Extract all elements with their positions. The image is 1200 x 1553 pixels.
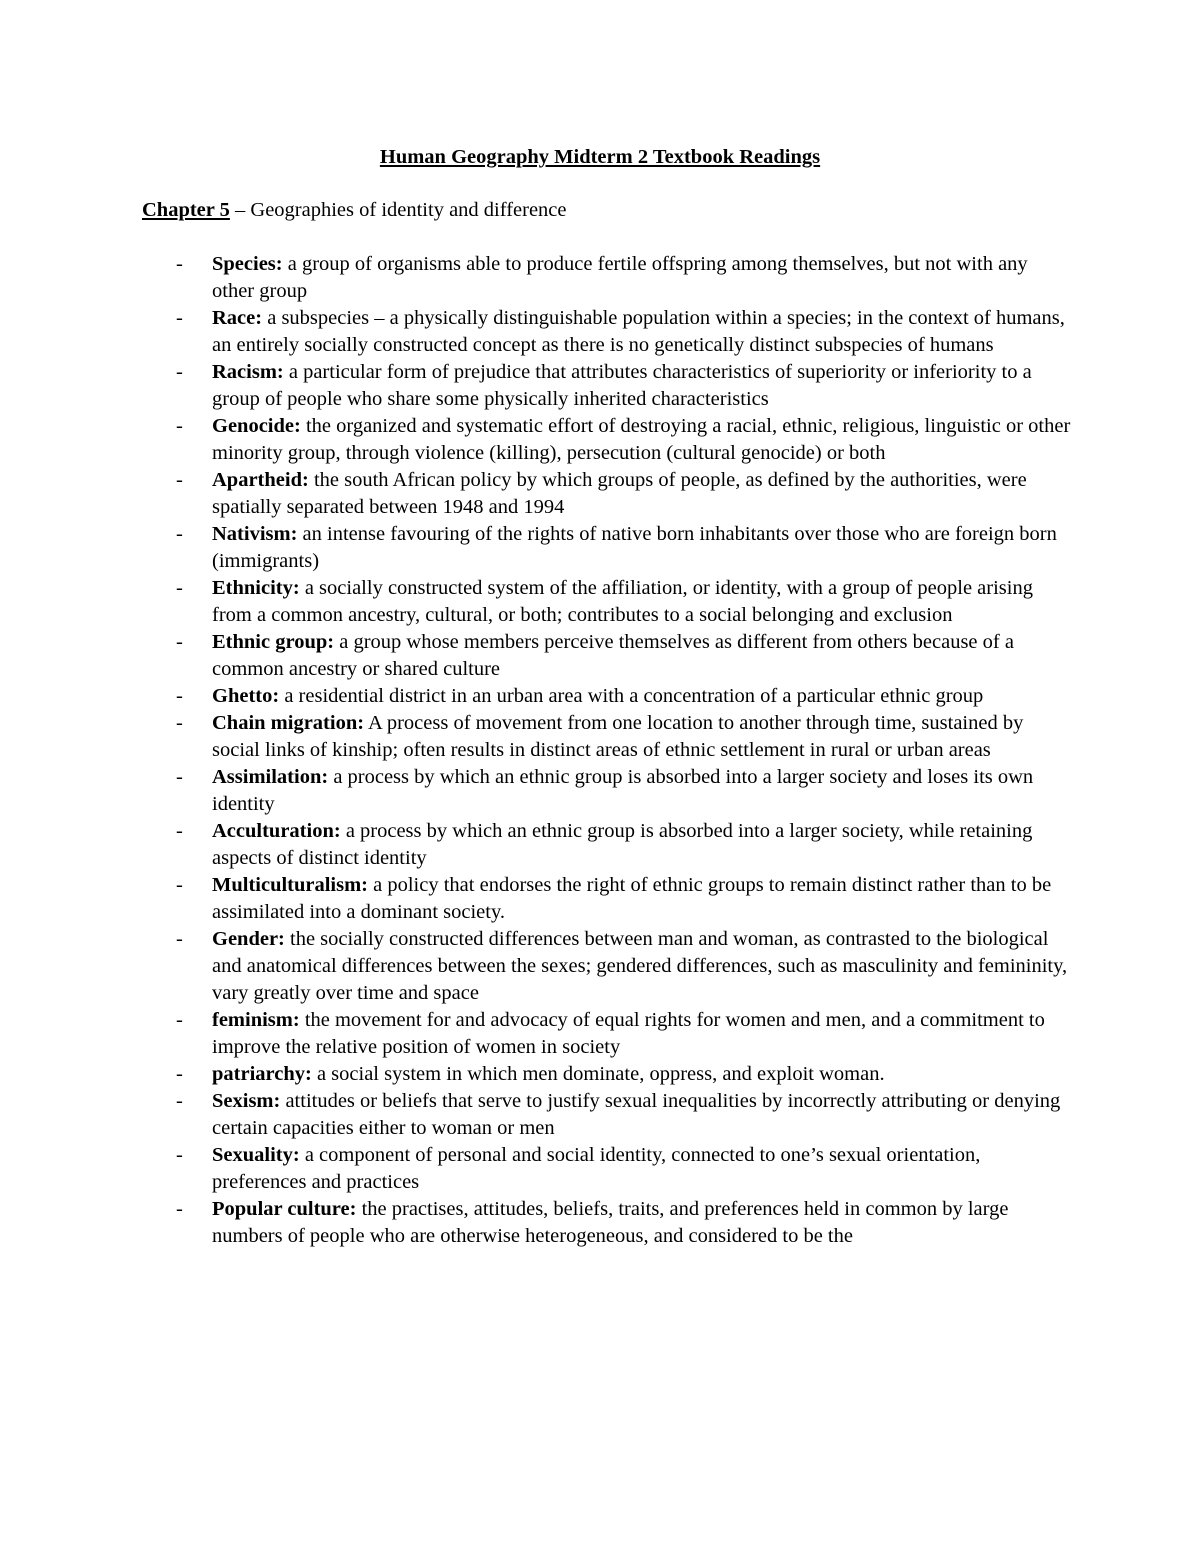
term-definition: the south African policy by which groups of people, as defined by the authorities, were spatially separated between 1948 and 1994 xyxy=(212,469,1027,518)
bullet-dash: - xyxy=(176,1009,183,1031)
list-item xyxy=(0,251,1072,305)
bullet-dash: - xyxy=(176,631,183,653)
term-label: Race: xyxy=(212,307,263,329)
term-label: Nativism: xyxy=(212,523,298,545)
list-item xyxy=(0,413,1072,467)
term-label: Species: xyxy=(212,253,283,275)
term-label: Apartheid: xyxy=(212,469,309,491)
term-definition: a residential district in an urban area with a concentration of a particular ethnic group xyxy=(279,685,984,707)
term-definition: a process by which an ethnic group is absorbed into a larger society, while retaining aspects of distinct identity xyxy=(212,820,1033,869)
term-label: Sexuality: xyxy=(212,1144,300,1166)
list-item xyxy=(0,872,1072,926)
bullet-dash: - xyxy=(176,874,183,896)
list-item xyxy=(0,1196,1072,1250)
term-label: patriarchy: xyxy=(212,1063,312,1085)
term-definition: a component of personal and social identity, connected to one’s sexual orientation, preferences and practices xyxy=(212,1144,981,1193)
term-definition: a policy that endorses the right of ethnic groups to remain distinct rather than to be assimilated into a dominant society. xyxy=(212,874,1052,923)
term-definition: an intense favouring of the rights of native born inhabitants over those who are foreign born (immigrants) xyxy=(212,523,1057,572)
list-item xyxy=(0,575,1072,629)
term-definition: attitudes or beliefs that serve to justify sexual inequalities by incorrectly attributing or denying certain capacities either to woman or men xyxy=(212,1090,1061,1139)
chapter-separator: – xyxy=(229,199,251,221)
list-item xyxy=(0,818,1072,872)
list-item xyxy=(0,359,1072,413)
list-item xyxy=(0,305,1072,359)
term-definition: a subspecies – a physically distinguishable population within a species; in the context of humans, an entirely socially constructed concept as there is no genetically distinct subspecies of humans xyxy=(212,307,1065,356)
list-item xyxy=(0,629,1072,683)
chapter-subtitle: Geographies of identity and difference xyxy=(250,199,567,221)
document-title: Human Geography Midterm 2 Textbook Readings xyxy=(379,146,821,168)
list-item xyxy=(0,1007,1072,1061)
term-definition: the practises, attitudes, beliefs, traits, and preferences held in common by large numbers of people who are otherwise heterogeneous, and considered to be the xyxy=(212,1198,1009,1247)
term-definition: a process by which an ethnic group is absorbed into a larger society and loses its own identity xyxy=(212,766,1034,815)
term-label: Sexism: xyxy=(212,1090,281,1112)
term-label: Racism: xyxy=(212,361,284,383)
term-label: Acculturation: xyxy=(212,820,341,842)
bullet-dash: - xyxy=(176,523,183,545)
list-item xyxy=(0,683,1072,710)
term-definition: a particular form of prejudice that attributes characteristics of superiority or inferiority to a group of people who share some physically inherited characteristics xyxy=(212,361,1032,410)
term-definition: a social system in which men dominate, oppress, and exploit woman. xyxy=(311,1063,885,1085)
term-definition: the movement for and advocacy of equal rights for women and men, and a commitment to improve the relative position of women in society xyxy=(212,1009,1045,1058)
bullet-dash: - xyxy=(176,577,183,599)
term-label: Chain migration: xyxy=(212,712,365,734)
term-definition: a group of organisms able to produce fertile offspring among themselves, but not with any other group xyxy=(212,253,1028,302)
term-label: Ghetto: xyxy=(212,685,280,707)
bullet-dash: - xyxy=(176,415,183,437)
list-item xyxy=(0,467,1072,521)
bullet-dash: - xyxy=(176,712,183,734)
term-label: Ethnic group: xyxy=(212,631,335,653)
bullet-dash: - xyxy=(176,1090,183,1112)
bullet-dash: - xyxy=(176,766,183,788)
term-definition: A process of movement from one location to another through time, sustained by social links of kinship; often results in distinct areas of ethnic settlement in rural or urban areas xyxy=(212,712,1024,761)
term-label: Genocide: xyxy=(212,415,301,437)
term-label: Assimilation: xyxy=(212,766,329,788)
term-label: Popular culture: xyxy=(212,1198,357,1220)
list-item xyxy=(0,710,1072,764)
term-label: feminism: xyxy=(212,1009,300,1031)
term-label: Ethnicity: xyxy=(212,577,300,599)
bullet-dash: - xyxy=(176,928,183,950)
term-definition: a socially constructed system of the affiliation, or identity, with a group of people arising from a common ancestry, cultural, or both; contributes to a social belonging and exclusion xyxy=(212,577,1033,626)
list-item xyxy=(0,926,1072,1007)
bullet-dash: - xyxy=(176,820,183,842)
bullet-dash: - xyxy=(176,1198,183,1220)
bullet-dash: - xyxy=(176,685,183,707)
chapter-heading xyxy=(142,197,567,224)
term-definition: the socially constructed differences between man and woman, as contrasted to the biological and anatomical differences between the sexes; gendered differences, such as masculinity and femininity, vary greatly over time and space xyxy=(212,928,1068,1004)
bullet-dash: - xyxy=(176,469,183,491)
list-item xyxy=(0,1088,1072,1142)
term-label: Multiculturalism: xyxy=(212,874,369,896)
bullet-dash: - xyxy=(176,361,183,383)
bullet-dash: - xyxy=(176,1063,183,1085)
term-definition: the organized and systematic effort of destroying a racial, ethnic, religious, linguistic or other minority group, through violence (killing), persecution (cultural genocide) or both xyxy=(212,415,1071,464)
chapter-label: Chapter 5 xyxy=(142,199,230,221)
bullet-dash: - xyxy=(176,307,183,329)
term-definition: a group whose members perceive themselves as different from others because of a common ancestry or shared culture xyxy=(212,631,1014,680)
list-item xyxy=(0,1061,1072,1088)
term-label: Gender: xyxy=(212,928,285,950)
term-list xyxy=(0,251,1200,1250)
list-item xyxy=(0,521,1072,575)
list-item xyxy=(0,1142,1072,1196)
bullet-dash: - xyxy=(176,253,183,275)
bullet-dash: - xyxy=(176,1144,183,1166)
list-item xyxy=(0,764,1072,818)
